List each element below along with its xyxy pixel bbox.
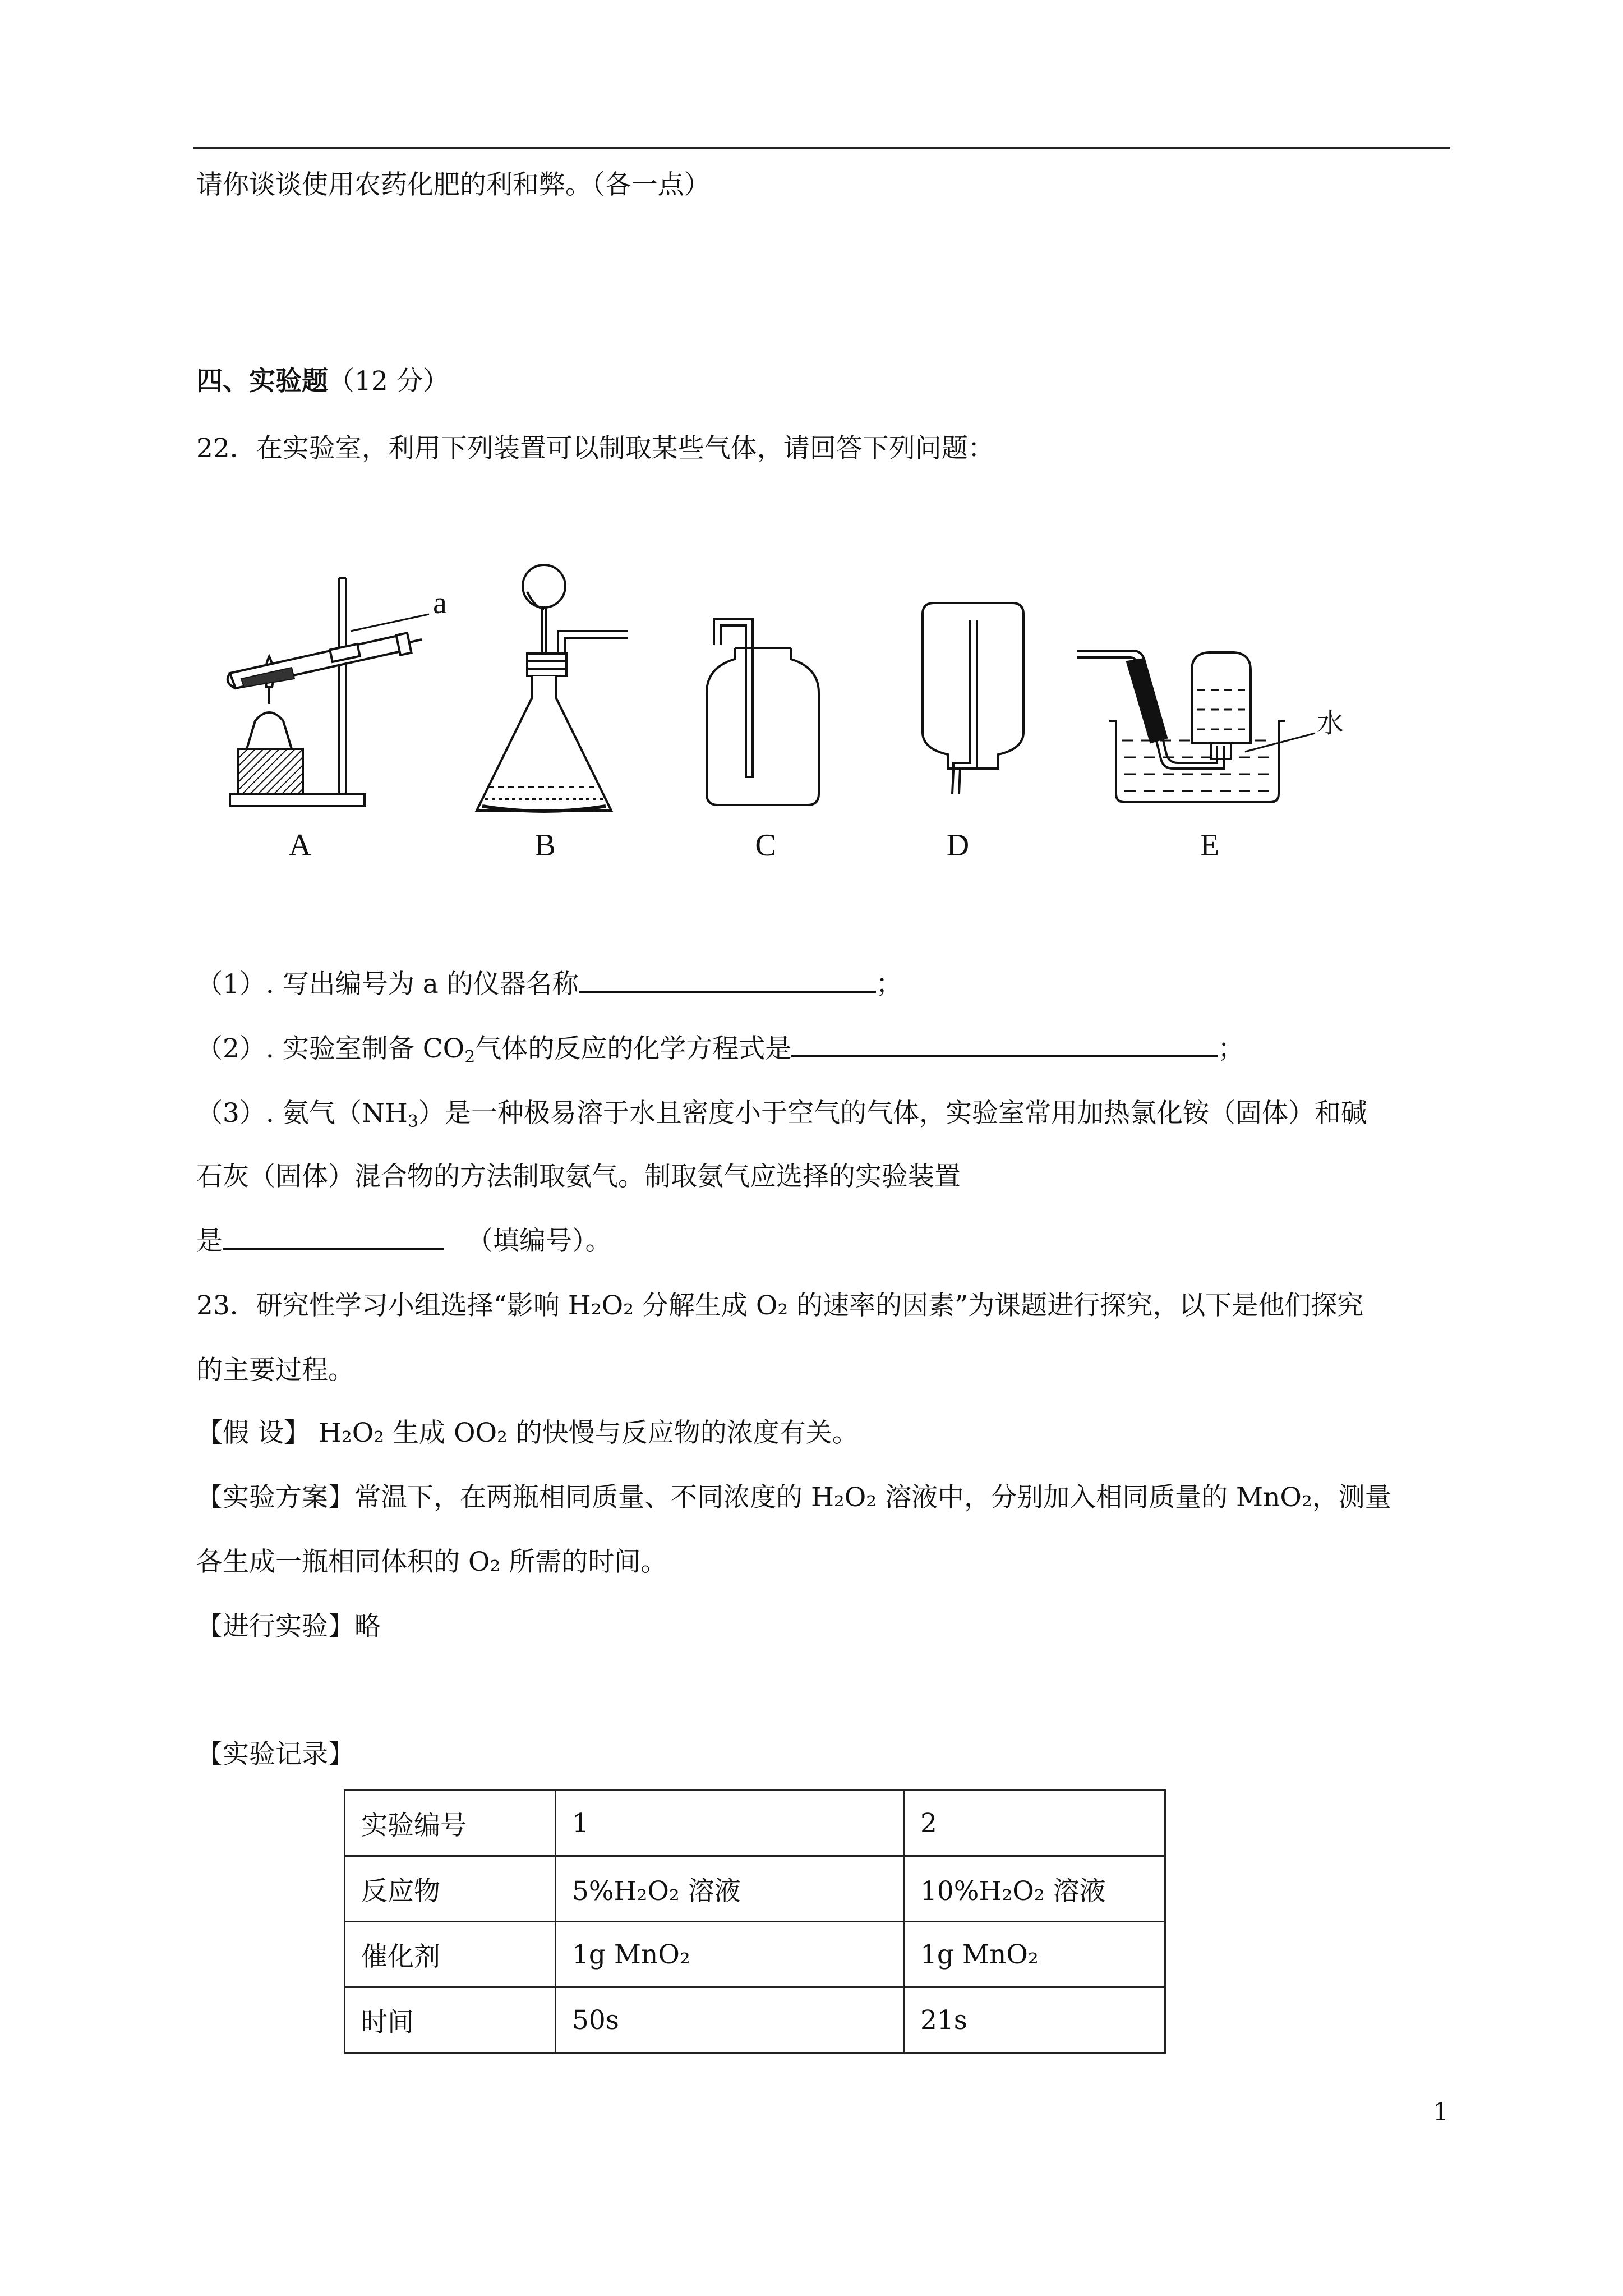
table-row [345, 1987, 1165, 2053]
section-points: （12 分） [328, 366, 449, 397]
table-cell: 21s [904, 1987, 1165, 2053]
answer-blank-1[interactable] [579, 968, 876, 993]
table-cell: 催化剂 [345, 1922, 556, 1987]
q22-part2-post: 气体的反应的化学方程式是 [475, 1033, 792, 1064]
q22-part2-pre: （2）. 实验室制备 CO [196, 1033, 465, 1064]
answer-blank-3[interactable] [223, 1225, 444, 1250]
apparatus-e [1077, 651, 1344, 802]
figure-label-a: A [288, 828, 312, 863]
q22-part3-line2: 石灰（固体）混合物的方法制取氨气。制取氨气应选择的实验装置 [196, 1161, 961, 1192]
section-title: 四、实验题 [196, 366, 328, 397]
q22-part3-pre: （3）. 氨气（NH [196, 1098, 408, 1129]
table-cell: 时间 [345, 1987, 556, 2053]
q22-part3-line3-pre: 是 [196, 1226, 223, 1257]
table-row [345, 1791, 1165, 1856]
q22-part1 [196, 968, 902, 1001]
q22-part3-line3-post: （填编号）。 [467, 1226, 612, 1257]
header-rule [193, 147, 1450, 149]
q23-line2: 的主要过程。 [196, 1355, 354, 1386]
page-number: 1 [1433, 2098, 1449, 2127]
table-row [345, 1856, 1165, 1922]
table-row [345, 1922, 1165, 1987]
table-cell: 50s [556, 1987, 904, 2053]
table-cell: 1 [556, 1791, 904, 1856]
q23-record-title: 【实验记录】 [196, 1739, 354, 1770]
q23-plan-line2: 各生成一瓶相同体积的 O₂ 所需的时间。 [196, 1547, 667, 1577]
table-cell: 实验编号 [345, 1791, 556, 1856]
experiment-record-table [344, 1789, 1166, 2054]
q22-part2 [196, 1032, 1244, 1069]
q22-stem: 22．在实验室，利用下列装置可以制取某些气体，请回答下列问题： [196, 433, 994, 464]
figure-label-c: C [755, 828, 776, 863]
q23-plan-line1: 【实验方案】常温下，在两瓶相同质量、不同浓度的 H₂O₂ 溶液中，分别加入相同质量的 MnO₂，测量 [196, 1482, 1391, 1513]
table-cell: 1g MnO₂ [556, 1922, 904, 1987]
q22-part1-text: （1）. 写出编号为 a 的仪器名称 [196, 969, 579, 1000]
q22-part3-sub: 3 [407, 1112, 418, 1131]
q22-part3-line1 [196, 1097, 1367, 1134]
label-a: a [433, 586, 447, 620]
q22-part3-post: ）是一种极易溶于水且密度小于空气的气体，实验室常用加热氯化铵（固体）和碱 [418, 1098, 1367, 1129]
apparatus-b [477, 565, 628, 811]
figure-label-b: B [534, 828, 556, 863]
answer-blank-2[interactable] [791, 1033, 1218, 1057]
table-cell: 10%H₂O₂ 溶液 [904, 1856, 1165, 1922]
label-water: 水 [1317, 707, 1344, 739]
table-cell: 1g MnO₂ [904, 1922, 1165, 1987]
apparatus-d [923, 603, 1023, 794]
q23-conduct: 【进行实验】略 [196, 1611, 381, 1642]
table-cell: 2 [904, 1791, 1165, 1856]
q23-line1: 23．研究性学习小组选择“影响 H₂O₂ 分解生成 O₂ 的速率的因素”为课题进行探究，以下是他们探究 [196, 1290, 1364, 1321]
q22-part2-sub: 2 [464, 1047, 476, 1067]
figure-label-d: D [946, 828, 970, 863]
q23-hypothesis: 【假 设】 H₂O₂ 生成 OO₂ 的快慢与反应物的浓度有关。 [196, 1418, 859, 1448]
q22-part3-line3 [196, 1225, 612, 1258]
figure-label-e: E [1200, 828, 1220, 863]
apparatus-c [707, 619, 819, 805]
intro-question: 请你谈谈使用农药化肥的利和弊。（各一点） [196, 169, 711, 200]
section-heading [196, 365, 449, 398]
apparatus-figure [213, 553, 1352, 889]
apparatus-a [228, 578, 447, 806]
q22-part2-end: ； [1218, 1033, 1244, 1064]
table-cell: 反应物 [345, 1856, 556, 1922]
q22-part1-end: ； [875, 969, 902, 1000]
table-cell: 5%H₂O₂ 溶液 [556, 1856, 904, 1922]
